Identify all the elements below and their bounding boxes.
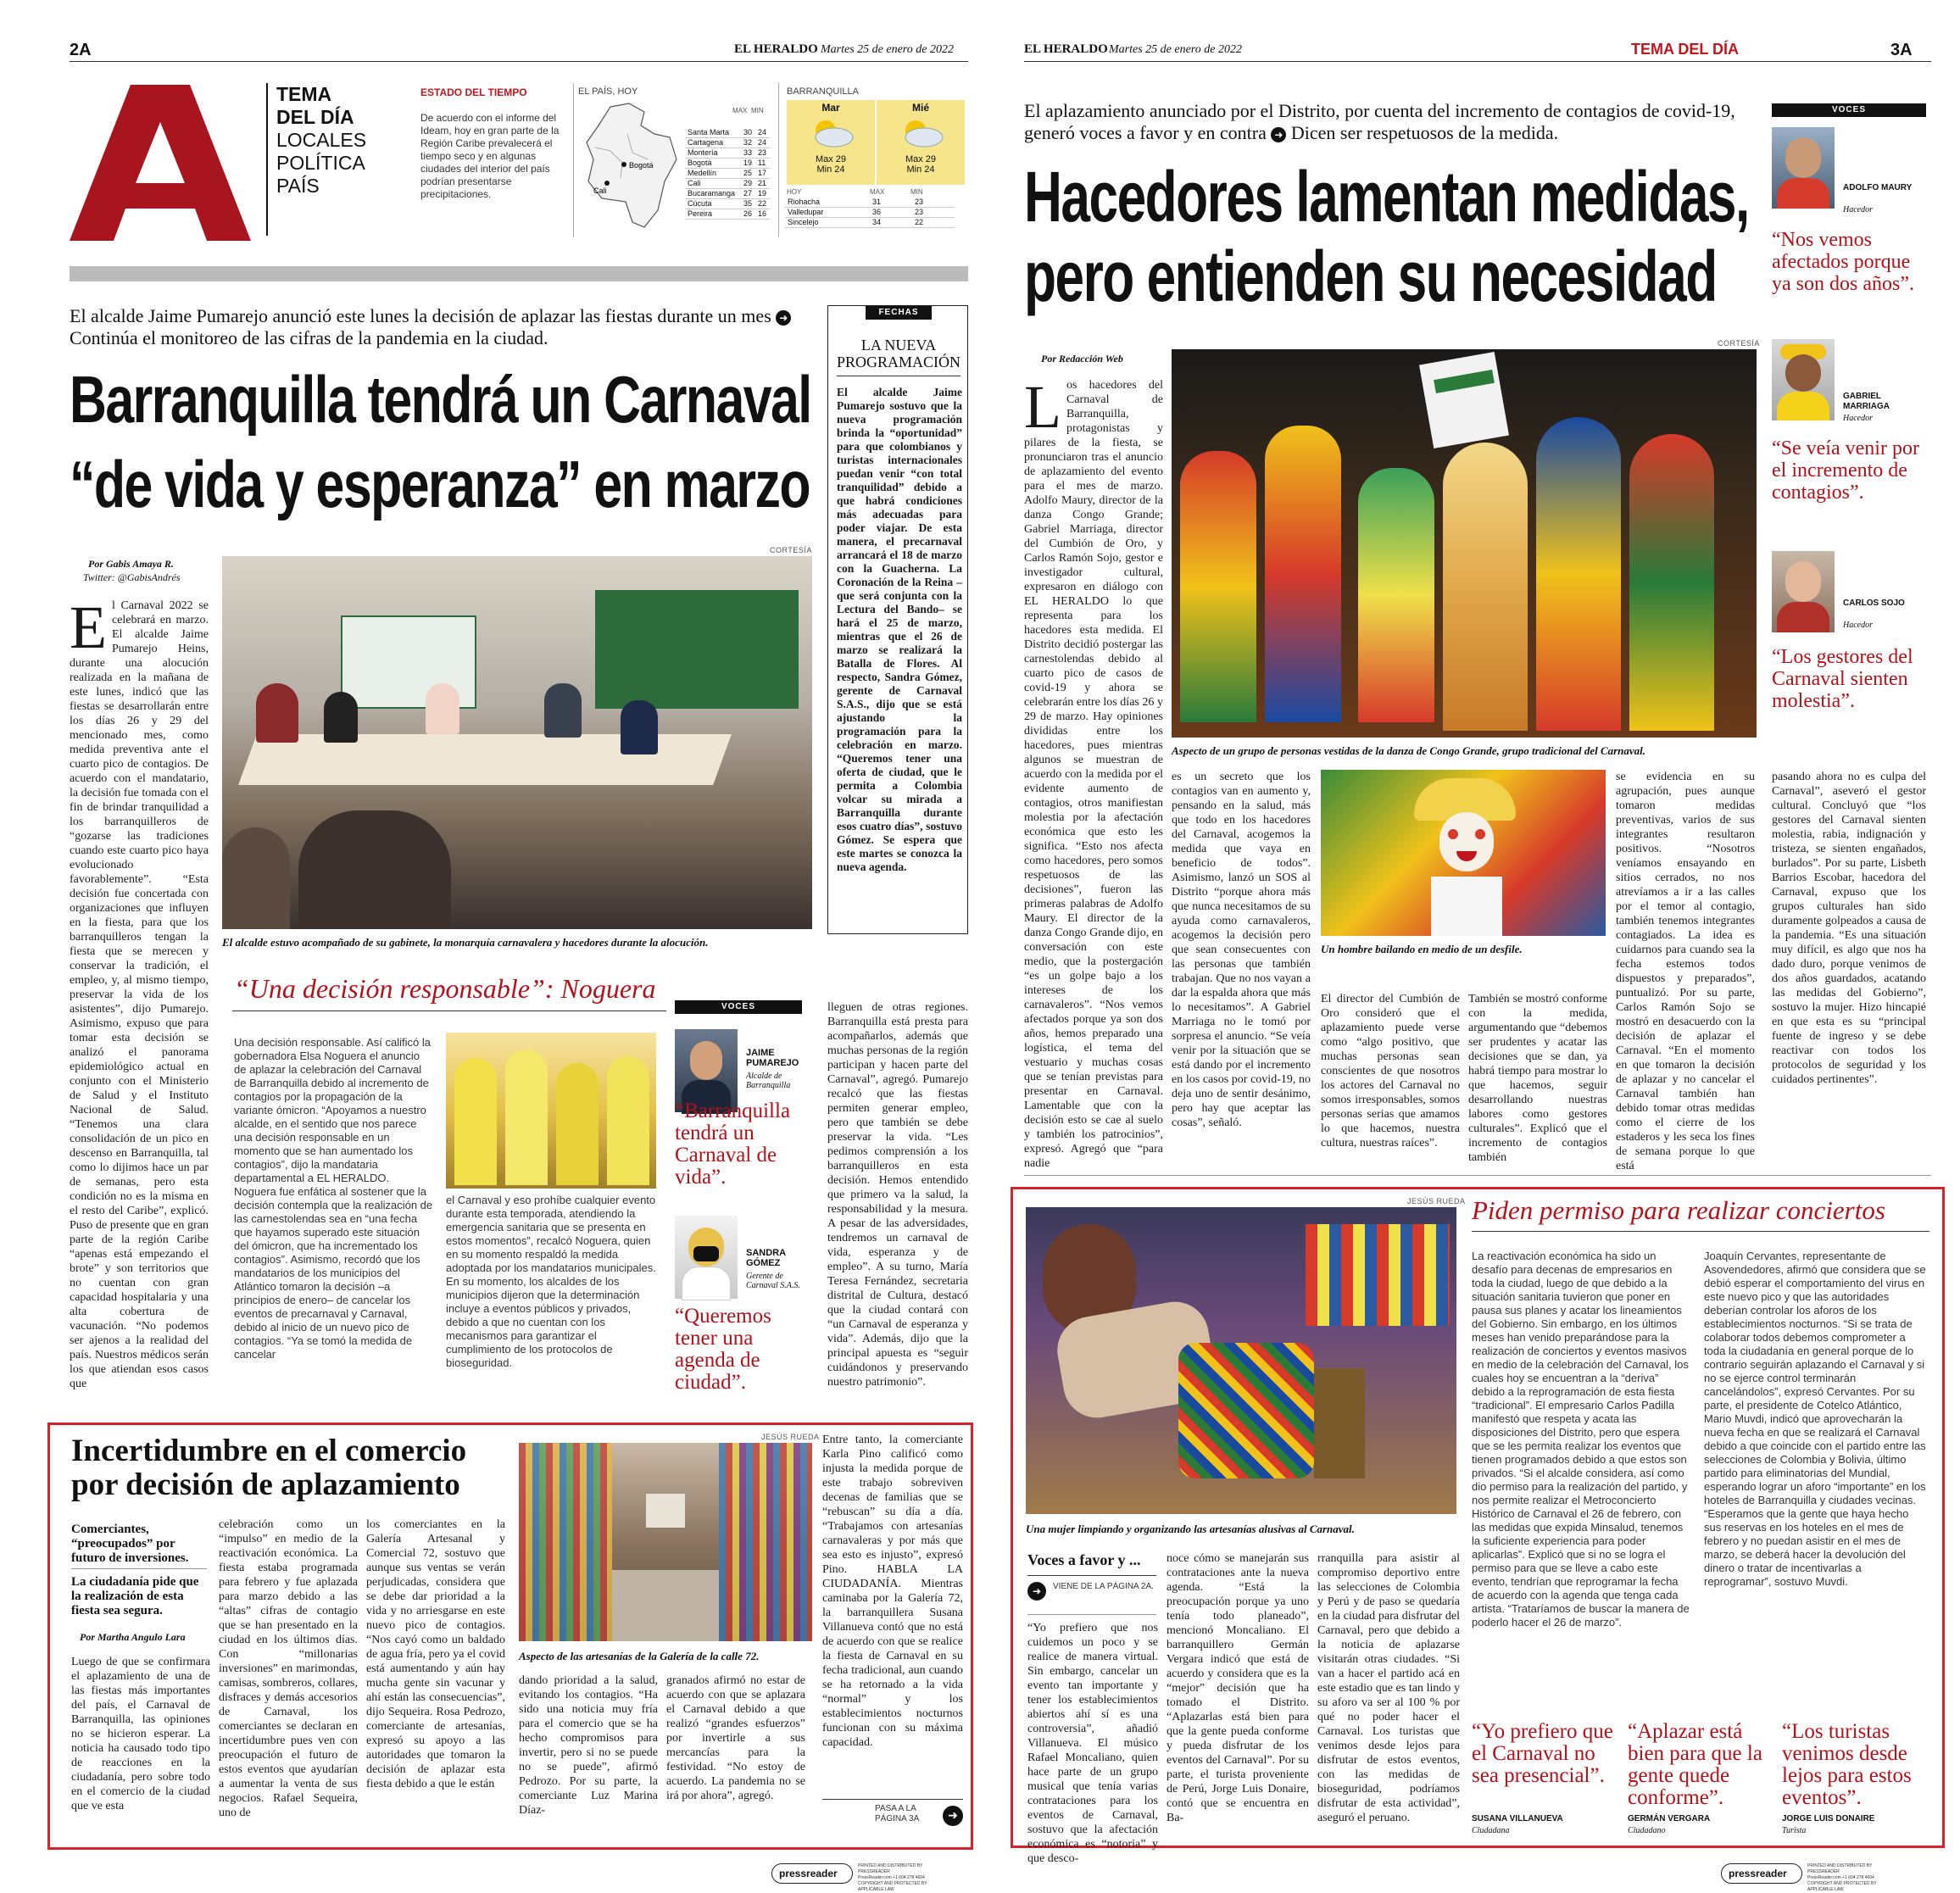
gomez-photo [675, 1216, 738, 1299]
favor-name-2: GERMÁN VERGARA [1628, 1814, 1711, 1823]
weather-col-min: MIN [751, 107, 764, 114]
city-temp-max: 32 [741, 137, 755, 148]
city-temp-name: Bogotá [685, 158, 741, 168]
hoy-temp-min: 23 [912, 197, 955, 207]
hoy-col-max: MAX [870, 188, 885, 196]
dancer-photo [1321, 770, 1606, 936]
main-body-column: El Carnaval 2022 se celebrará en marzo. El alcalde Jaime Pumarejo Heins, durante una alocución realizada en la mañana de este lunes, indicó que las fiestas se desarrollarán entre los días 26 y 29 del mencionado mes, como medida preventiva ante el cuarto pico de contagios. De acuerdo con el mandatario, la decisión fue tomada con el fin de brindar tranquilidad a los barranquilleros de “gozarse las tradiciones cuando este cuarto pico haya evolucionado favorablemente”. “Esta decisión fue concertada con organizaciones que influyen en la fiesta, para que los barranquilleros tengan la fiesta que se merecen y conservar la tradición, el empleo, y, al mismo tiempo, preservar la vida de los asistentes”, dijo Pumarejo. Asimismo, expuso que para tomar esta decisión se analizó el panorama epidemiológico actual en conjunto con el Ministerio de Salud y el Instituto Nacional de Salud. “Tenemos una clara consolidación de un pico en descenso en Barranquilla, tal como lo dijimos hace un par de semanas, pero esta condición no es la misma en el resto del Caribe”, explicó. Puso de presente que en gran parte de la región Caribe “apenas está empezando el brote” y son territorios que no cuentan con gran capacidad hospitalaria y una alta cobertura de vacunación. “No podemos ser ajenos a la realidad del país. Nuestros médicos serán los que atiendan esos casos que [70, 593, 209, 1390]
comercio-col3: los comerciantes en la Galería Artesanal y Comercial 72, sostuvo que aunque sus ventas se verán perjudicadas, considera que se debe dar prioridad a la vida y no arriesgarse en este nuevo pico de contagios. “Nos cayó como un baldado de agua fría, pero ya el covid está aumentando y aún hay mucha gente sin vacunar y ahí están las consecuencias”, dijo Sequeira. Rosa Pedrozo, comerciante de artesanías, expresó su apoyo a las autoridades que tomaron la decisión de aplazar esta fiesta debido a que le están [366, 1518, 505, 1790]
favor-col3: rranquilla para asistir al compromiso deportivo entre las selecciones de Colombia y Perú y de paso se quedaría en la ciudad para disfrutar del Carnaval, pero que debido a la noticia de aplazarse visitarán otras ciudades. “Si van a hacer el partido acá en este estadio que es tan lindo y su aforo va ser al 100 % por qué no poder hacer el Carnaval. Los turistas que venimos desde lejos para disfrutar de estos eventos, con las medidas de bioseguridad, podríamos disfrutar de esta actividad”, aseguró el peruano. [1317, 1552, 1460, 1824]
hoy-temp-name: Valledupar [785, 207, 870, 217]
hoy-temp-row [785, 197, 955, 207]
city-temp-row [685, 158, 770, 168]
voces-tag: VOCES [1772, 103, 1926, 117]
main-byline: Por Gabis Amaya R. [88, 558, 174, 570]
right-col5: se evidencia en su agrupación, pues aunque tomaron medidas preventivas, varios de sus integrantes resultaron positivos. “Nosotros veníamos ensayando en sitios cerrados, no nos atrevíamos a ir a las calles por el temor al contagio, también tenemos integrantes contagiados. La idea es cuidarnos para cuando sea la fecha estemos todos dispuestos y preparados”, puntualizó. Por su parte, Carlos Ramón Sojo se mostró en desacuerdo con la decisión de aplazar el Carnaval. “En el momento en que tomaron la decisión de aplazar y no cancelar el Carnaval también han debido tomar otras medidas como el cierre de los estaderos y les seca los fines de semana porque lo que está [1616, 771, 1755, 1172]
photo-green-wall [595, 590, 799, 709]
comercio-photo-caption: Aspecto de las artesanías de la Galería de la calle 72. [519, 1650, 760, 1662]
city-temp-row [685, 188, 770, 198]
gomez-name: SANDRA GÓMEZ [746, 1248, 786, 1268]
paper-name: EL HERALDO [1024, 42, 1108, 56]
section-item: TEMA [276, 83, 332, 105]
map-label: EL PAÍS, HOY [578, 86, 638, 97]
section-item: POLÍTICA [276, 152, 365, 174]
favor-quote-3: “Los turistas venimos desde lejos para estos eventos”. [1782, 1720, 1912, 1809]
noguera-title: “Una decisión responsable”: Noguera [234, 973, 656, 1004]
paper-name: EL HERALDO [734, 42, 818, 56]
hoy-temp-name: Riohacha [785, 197, 870, 207]
conciertos-photo-caption: Una mujer limpiando y organizando las artesanías alusivas al Carnaval. [1026, 1523, 1355, 1535]
hoy-temp-row [785, 207, 955, 217]
hoy-temp-max: 34 [870, 217, 912, 227]
weather-title: ESTADO DEL TIEMPO [420, 86, 527, 98]
pressreader-logo: pressreader [1721, 1863, 1802, 1884]
conciertos-col2: Joaquín Cervantes, representante de Asovendedores, afirmó que considera que se debió esperar el comportamiento del virus en este nuevo pico y que las autoridades deberían controlar los aforos de los establecimientos nocturnos. “Si se trata de colaborar todos debemos comprometer a toda la ciudadanía en general porque de lo contrario seguirán aplazando el Carnaval y si no se ejerce control terminarán cancelándolos”, expresó Cervantes. Por su parte, el presidente de Cotelco Atlántico, Mario Muvdi, indicó que aprovecharán la nueva fecha en que se realizará el Carnaval debido a que coincide con el partido entre las selecciones de Colombia y Bolivia, último partido para eliminatorias del Mundial, esperando lograr un aforo “importante” en los hoteles de Barranquilla y ciudades vecinas. “Esperamos que la gente que haya hecho sus reservas en los hoteles en el mes de febrero y no puedan asistir en el mes de marzo, se deberá hacer la devolución del dinero o tratar de incentivarlas a reprogramar”, sostuvo Muvdi. [1704, 1250, 1926, 1588]
city-temp-min: 22 [755, 198, 770, 209]
right-col4: También se mostró conforme con la medida, argumentando que “debemos ser prudentes y acatar las decisiones que se dan, ya habrá tiempo para mostrar lo que hacemos, seguir desarrollando nuestras labores como gestores culturales”. Explicó que el incremento de contagios también [1468, 993, 1607, 1164]
city-temp-min: 23 [755, 148, 770, 158]
right-col2: es un secreto que los contagios van en aumento y, pensando en la salud, más que todo en los hacedores del Carnaval, acogemos la medida que vaya en beneficio de todos”. Asimismo, lanzó un SOS al Distrito “porque ahora más que nunca necesitamos de su ayuda como carnavaleros, acogemos la decisión pero que sean consecuentes con las personas que también trabajan. Que no nos vayan a dar la espalda ahora que más lo necesitamos”. A Gabriel Marriaga no le tomó por sorpresa el anuncio. “Se veía venir por la situación que se está dando por el incremento en los casos por covid-19, no deja uno de sentir desánimo, pero hay que aceptar las cosas”, señaló. [1172, 771, 1311, 1129]
city-temp-max: 19 [741, 158, 755, 168]
barranquilla-label: BARRANQUILLA [787, 86, 859, 97]
dropcap: L [1024, 373, 1061, 441]
city-temp-name: Cali [685, 178, 741, 188]
forecast-day-tue: Mar Max 29 Min 24 [787, 100, 875, 185]
sojo-name: CARLOS SOJO [1843, 599, 1905, 608]
maury-photo [1772, 127, 1835, 209]
forecast-box [787, 100, 965, 185]
colombia-map-icon [576, 100, 687, 236]
city-temp-min: 19 [755, 188, 770, 198]
sojo-quote: “Los gestores del Carnaval sienten molestia”. [1772, 646, 1913, 712]
press-conference-photo [222, 556, 812, 929]
hoy-temp-min: 23 [912, 207, 955, 217]
section-item: PAÍS [276, 175, 320, 197]
photo-credit: CORTESÍA [770, 546, 812, 554]
conciertos-photo-credit: JESÚS RUEDA [1407, 1197, 1466, 1205]
hoy-temp-max: 36 [870, 207, 912, 217]
city-temp-name: Medellín [685, 168, 741, 178]
section-label: TEMA DEL DÍA [1631, 41, 1740, 58]
favor-col2: noce cómo se manejarán sus contrataciones ante la nueva agenda. “Está la preocupación porque ya uno tenía todo planeado”, mencionó Moncaliano. El barranquillero Germán Vergara indicó que está de acuerdo y considera que es la “mejor” decisión que ha tomado el Distrito. “Aplazarlas está bien para que la gente pueda conforme y pueda disfrutar de los eventos del Carnaval”. Por su parte, el turista proveniente de Perú, Jorge Luis Donaire, contó que se encuentra en Ba- [1167, 1552, 1309, 1824]
viene-arrow-icon[interactable]: ➜ [1027, 1582, 1046, 1601]
city-temp-row [685, 198, 770, 209]
hoy-temp-row [785, 217, 955, 227]
marriaga-role: Hacedor [1843, 414, 1873, 423]
issue-date: Martes 25 de enero de 2022 [1109, 43, 1242, 56]
pumarejo-quote: “Barranquilla tendrá un Carnaval de vida”. [675, 1100, 791, 1189]
city-temp-row [685, 168, 770, 178]
marriaga-name: GABRIEL MARRIAGA [1843, 392, 1890, 411]
page-number: 2A [70, 41, 92, 59]
weather-col-max: MAX [732, 107, 748, 114]
right-col6: pasando ahora no es culpa del Carnaval”, aseveró el gestor cultural. Concluyó que “los gestores del Carnaval sienten molestia, rabia, indignación y tristeza, se sienten engañados, burlados”. Por su parte, Lisbeth Barrios Escobar, hacedora del Carnaval, expuso que los grupos culturales han sido duramente golpeados a causa de la pandemia. “Es una situación muy difícil, es algo que nos ha dado duro, porque venimos de dos años guardados, acatando las medidas del Gobierno”, sostuvo la mujer. Hizo hincapié en que esta es su “principal fuente de ingreso y se debe reactivar con todos los protocolos de seguridad y los cuidados pertinentes”. [1772, 771, 1926, 1086]
section-list [276, 83, 366, 198]
congo-grande-photo [1172, 349, 1757, 738]
main-kicker: El alcalde Jaime Pumarejo anunció este lunes la decisión de aplazar las fiestas durante un mes ➜ Continúa el monitoreo de las cifras de la pandemia en la ciudad. [70, 305, 816, 349]
comercio-col2: celebración como un “impulso” en medio de la reactivación económica. La fiesta estaba programada para febrero y fue aplazada para marzo debido a las “altas” cifras de contagio que se han presentado en la ciudad en los últimos días. Con “millonarias inversiones” en marimondas, camisas, sombreros, collares, disfraces y demás accesorios de Carnaval, los comerciantes se declaran en incertidumbre pues ven con preocupación el futuro de estos eventos que ayudarían a aumentar la venta de sus negocios. Rafael Sequeira, uno de [219, 1518, 358, 1819]
forecast-day-wed: Mié Max 29 Min 24 [877, 100, 965, 185]
maury-name: ADOLFO MAURY [1843, 183, 1913, 192]
comercio-byline: Por Martha Angulo Lara [80, 1631, 186, 1643]
arrow-right-icon: ➜ [1271, 127, 1286, 142]
city-temp-row [685, 209, 770, 219]
comercio-sub2: La ciudadanía pide que la realización de esta fiesta sea segura. [71, 1575, 199, 1617]
hoy-temps-table [785, 197, 955, 228]
conciertos-title: Piden permiso para realizar conciertos [1472, 1195, 1885, 1225]
pasa-label: PASA A LA PÁGINA 3A [875, 1804, 920, 1823]
pumarejo-name: JAIME PUMAREJO [746, 1048, 799, 1068]
hoy-label: HOY [787, 188, 802, 196]
favor-col1: “Yo prefiero que nos cuidemos un poco y se realice de manera virtual. Sin embargo, cancelar un evento tan importante y tener los establecimientos abiertos ahí sí es una controversia”, añadió Villanueva. El músico Rafael Moncaliano, quien hace parte de un grupo musical que tenía varias contrataciones para los eventos de Carnaval, sostuvo que la afectación económica es “notoria” y que desco- [1027, 1622, 1158, 1865]
gomez-role: Gerente de Carnaval S.A.S. [746, 1272, 800, 1290]
section-item: DEL DÍA [276, 106, 354, 128]
main-headline-line1: Barranquilla tendrá un Carnaval [70, 362, 811, 437]
weather-text: De acuerdo con el informe del Ideam, hoy en gran parte de la Región Caribe prevalecerá el tiempo seco y en algunas ciudades del interior del país podrían presentarse precipitaciones. [420, 112, 560, 200]
right-col3: El director del Cumbión de Oro consideró que el aplazamiento puede verse como “algo positivo, que muchas personas sean conscientes de que nosotros los actores del Carnaval no somos irresponsables, somos personas serias que amamos lo que hacemos, nuestra cultura, nuestras raíces”. [1321, 993, 1460, 1150]
arrow-right-icon: ➜ [776, 310, 791, 326]
partly-cloudy-icon [877, 114, 965, 151]
city-temp-min: 17 [755, 168, 770, 178]
city-temp-min: 24 [755, 137, 770, 148]
main-twitter: Twitter: @GabisAndrés [83, 571, 181, 583]
city-temp-row [685, 148, 770, 158]
dancers-photo [446, 1033, 656, 1189]
city-temp-row [685, 178, 770, 188]
partly-cloudy-icon [787, 114, 875, 151]
maury-quote: “Nos vemos afectados porque ya son dos años”. [1772, 229, 1914, 295]
fechas-title: LA NUEVA PROGRAMACIÓN [837, 337, 961, 370]
galeria-photo [519, 1443, 812, 1641]
hoy-temp-name: Sincelejo [785, 217, 870, 227]
fechas-body: El alcalde Jaime Pumarejo sostuvo que la nueva programación brinda la “oportunidad” para que colombianos y turistas internacionales puedan venir “con total tranquilidad” debido a que habrá condiciones más adecuadas para poder viajar. De esta manera, el precarnaval arrancará el 18 de marzo con la Guacherna. La Coronación de la Reina –que será conjunta con la Lectura del Bando– se hará el 25 de marzo, mientras que el 26 de marzo se realizará la Batalla de Flores. Al respecto, Sandra Gómez, gerente de Carnaval S.A.S., dijo que se está ajustando la programación para la celebración en marzo. “Queremos tener una oferta de ciudad, que le permita a Colombia volcar su mirada a Barranquilla durante esos cuatro días”, sostuvo Gómez. Se espera que este martes se conozca la nueva agenda. [837, 386, 962, 873]
pasa-arrow-icon[interactable]: ➜ [943, 1806, 963, 1826]
page-number: 3A [1890, 41, 1913, 59]
city-temp-name: Cúcuta [685, 198, 741, 209]
pressreader-footer[interactable] [771, 1862, 938, 1892]
small-photo-caption: Un hombre bailando en medio de un desfile. [1321, 943, 1523, 955]
voces-tag: VOCES [675, 1000, 802, 1014]
right-col1: Los hacedores del Carnaval de Barranquilla, protagonistas y pilares de la fiesta, se pronunciaron tras el anuncio de aplazamiento del evento para el mes de marzo. Adolfo Maury, director de la danza Congo Grande; Gabriel Marriaga, director del Cumbión de Oro, y Carlos Ramón Sojo, gestor e investigador cultural, expresaron en diálogo con EL HERALDO lo que representa para los hacedores esta medida. El Distrito decidió postergar las carnestolendas debido al cuarto pico de casos de covid-19 y ahora se celebrarán entre los días 26 y 29 de marzo. Hay opiniones divididas entre los hacedores, pues mientras algunos se muestran de acuerdo con la medida por el evidente aumento de contagios, otros manifiestan molestia por la afectación económica que esto les significa. “Esto nos afecta como hacedores, pero somos respetuosos de las decisiones”, fueron las primeras palabras de Adolfo Maury. El director de la danza Congo Grande dijo, en conversación con este medio, que la postergación “es un golpe bajo a los intereses de los carnavaleros”. “Nos vemos afectados porque ya son dos años, hemos preparado una logística, el tema del vestuario y muchas cosas que se tenían previstas para presentar en Carnaval. Lamentable que con la decisión esto se cae al suelo y también los patrocinios”, expresó. Agregó que “para nadie [1024, 373, 1163, 1170]
pressreader-footer[interactable] [1721, 1862, 1887, 1892]
main-photo-caption: Aspecto de un grupo de personas vestidas de la danza de Congo Grande, grupo tradicional del Carnaval. [1172, 744, 1646, 757]
city-temps-table [685, 127, 770, 220]
comercio-col6: Entre tanto, la comerciante Karla Pino calificó como injusta la medida porque de este trabajo sobreviven decenas de familias que se “rebuscan” su día a día. “Trabajamos con artesanías carnavaleras y por más que sea esto es injusto”, expresó Pino. HABLA LA CIUDADANÍA. Mientras caminaba por la Galería 72, la barranquillera Susana Villanueva contó que no está de acuerdo con que se realice la fiesta de Carnaval en su fecha tradicional, aun cuando se ha retornado a la vida “normal” y los establecimientos nocturnos funcionan con su máxima capacidad. [822, 1434, 963, 1749]
city-temp-name: Bucaramanga [685, 188, 741, 198]
comercio-sub1: Comerciantes, “preocupados” por futuro de inversiones. [71, 1523, 189, 1565]
favor-name-3: JORGE LUIS DONAIRE [1782, 1814, 1875, 1823]
city-temp-min: 16 [755, 209, 770, 219]
city-temp-row [685, 137, 770, 148]
main-photo-caption: El alcalde estuvo acompañado de su gabinete, la monarquía carnavalera y hacedores durante la alocución. [222, 936, 709, 949]
fechas-box [827, 305, 968, 934]
city-temp-max: 27 [741, 188, 755, 198]
right-headline-line1: Hacedores lamentan medidas, [1024, 157, 1749, 237]
city-temp-max: 33 [741, 148, 755, 158]
pumarejo-role: Alcalde de Barranquilla [746, 1072, 791, 1090]
favor-role-1: Ciudadana [1472, 1826, 1510, 1835]
maury-role: Hacedor [1843, 205, 1873, 214]
marriaga-quote: “Se veía venir por el incremento de contagios”. [1772, 437, 1919, 504]
comercio-col1: Luego de que se confirmara el aplazamiento de una de las fiestas más importantes del país, el Carnaval de Barranquilla, las opiniones no se hicieron esperar. La noticia ha causado todo tipo de reacciones en la ciudadanía, pero sobre todo en el comercio de la ciudad que ve esta [71, 1656, 210, 1812]
marriaga-photo [1772, 339, 1835, 420]
artisan-photo [1026, 1207, 1456, 1514]
city-temp-name: Santa Marta [685, 127, 741, 137]
city-temp-max: 26 [741, 209, 755, 219]
favor-name-1: SUSANA VILLANUEVA [1472, 1814, 1563, 1823]
gomez-quote: “Queremos tener una agenda de ciudad”. [675, 1305, 771, 1394]
pressreader-info: PRINTED AND DISTRIBUTED BY PRESSREADER PressReader.com +1 604 278 4604 COPYRIGHT AND PROTECTED BY APPLICABLE LAW [858, 1863, 927, 1892]
city-temp-max: 30 [741, 127, 755, 137]
main-headline-line2: “de vida y esperanza” en marzo [70, 447, 810, 521]
dropcap: E [70, 593, 107, 661]
map-city-cali: Cali [593, 187, 607, 195]
noguera-col2: el Carnaval y eso prohíbe cualquier evento durante esta temporada, atendiendo la emergencia sanitaria que se presenta en estos momentos”, recalcó Noguera, quien en su momento respaldó la medida adoptada por los mandatarios municipales. En su momento, los alcaldes de los municipios dijeron que la determinación incluye a eventos públicos y privados, debido a que no cuentan con los mecanismos para garantizar el cumplimiento de los protocolos de bioseguridad. [446, 1194, 656, 1369]
page-3a [1000, 0, 1960, 1892]
favor-title: Voces a favor y ... [1027, 1551, 1141, 1568]
comercio-photo-credit: JESÚS RUEDA [761, 1433, 820, 1441]
pressreader-logo: pressreader [771, 1863, 853, 1884]
favor-role-2: Ciudadano [1628, 1826, 1666, 1835]
comercio-col4: dando prioridad a la salud, evitando los contagios. “Ha sido una noticia muy fría para el comercio que se ha hecho compromisos para invertir, pero si no se puede no se puede”, afirmó Pedrozo. Por su parte, la comerciante Luz Marina Díaz- [519, 1674, 658, 1817]
pressreader-info: PRINTED AND DISTRIBUTED BY PRESSREADER PressReader.com +1 604 278 4604 COPYRIGHT AND PROTECTED BY APPLICABLE LAW [1807, 1863, 1877, 1892]
city-temp-max: 35 [741, 198, 755, 209]
noguera-col1: Una decisión responsable. Así calificó la gobernadora Elsa Noguera el anuncio de aplazar la celebración del Carnaval de Barranquilla debido al incremento de contagios por la propagación de la variante ómicron. “Apoyamos a nuestro alcalde, en el sentido que nos parece una decisión responsable en un momento que se han aumentado los contagios”, dijo la mandataria departamental a EL HERALDO. Noguera fue enfática al sostener que la decisión contempla que la realización de las carnestolendas sea en “una fecha que hayamos superado este situación del ómicron, que ha incrementado los contagios”. Asimismo, recordó que los mandatarios de los municipios del Atlántico tomaron la decisión –a principios de enero– de cancelar los eventos de precarnaval y Carnaval, debido al inicio de un nuevo pico de contagios. “Ya se tomó la medida de cancelar [234, 1036, 433, 1361]
sojo-photo [1772, 551, 1835, 632]
conciertos-col1: La reactivación económica ha sido un desafío para decenas de empresarios en toda la ciudad, luego de que debido a la situación sanitaria tuvieron que poner en pausa sus planes y acatar los lineamientos del Gobierno. Sin embargo, en los últimos meses han venido preparándose para la realización de conciertos y eventos masivos en medio de la celebración del Carnaval, los cuales hoy se encuentran a la “deriva” debido a la reprogramación de esta fiesta “tradicional”. El empresario Carlos Padilla manifestó que respeta y acata las disposiciones del Distrito, pero que espera que se les permita realizar los eventos que tienen programados debido a que estos son privados. “Si el alcalde considera, así como dio permiso para la realización del partido, y nos permite realizar el Metroconcierto Histórico de Carnaval el 26 de febrero, con las medidas que expida Minsalud, tenemos la suficiente experiencia para poder aplicarlas”. Explicó que si no se logra el permiso para que se lleve a cabo este evento, tendrían que reprogramar la fecha de acuerdo con la agenda que tenga cada artista. “Trataríamos de buscar la manera de poderlo hacer el 26 de marzo”. [1472, 1250, 1690, 1629]
city-temp-min: 11 [755, 158, 770, 168]
main-body-continuation: lleguen de otras regiones. Barranquilla está presta para acompañarlos, además que muchas personas de la región participan y hacen parte del Carnaval”, agregó. Pumarejo recalcó que las fiestas permiten generar empleo, pero que también se debe preservar la vida. “Les pedimos comprensión a los barranquilleros en esta decisión. Hemos entendido que primero va la salud, la responsabilidad y la mesura. A pesar de las adversidades, tendremos un carnaval de vida, esperanza y de empleo”. A su turno, María Teresa Fernández, secretaria distrital de Cultura, destacó que la ciudad contará con “un Carnaval de esperanza y vida”. Además, dijo que la principal apuesta es “seguir cuidándonos y preservando nuestro patrimonio”. [827, 1001, 968, 1389]
comercio-headline: Incertidumbre en el comercio por decisión de aplazamiento [71, 1434, 467, 1502]
hoy-col-min: MIN [910, 188, 923, 196]
sojo-role: Hacedor [1843, 621, 1873, 630]
city-temp-min: 24 [755, 127, 770, 137]
city-temp-min: 21 [755, 178, 770, 188]
right-kicker: El aplazamiento anunciado por el Distrito, por cuenta del incremento de contagios de covid-19, generó voces a favor y en contra ➜ Dicen ser respetuosos de la medida. [1024, 100, 1735, 143]
hoy-temp-max: 31 [870, 197, 912, 207]
comercio-col5: granados afirmó no estar de acuerdo con que se aplazara el Carnaval debido a que realizó “grandes esfuerzos” por invertirle a sus mercancías para la festividad. “No estoy de acuerdo. La pandemia no se irá por ahora”, agregó. [666, 1674, 805, 1802]
city-temp-name: Pereira [685, 209, 741, 219]
city-temp-row [685, 127, 770, 137]
section-band [70, 266, 968, 281]
section-item: LOCALES [276, 129, 367, 151]
city-temp-name: Montería [685, 148, 741, 158]
right-headline-line2: pero entienden su necesidad [1024, 237, 1717, 316]
right-photo-credit: CORTESÍA [1718, 339, 1760, 348]
page-2a [0, 0, 975, 1892]
hoy-temp-min: 22 [912, 217, 955, 227]
map-city-bogota: Bogotá [629, 161, 654, 170]
right-byline: Por Redacción Web [1041, 353, 1123, 365]
favor-quote-2: “Aplazar está bien para que la gente quede conforme”. [1628, 1720, 1762, 1809]
section-a-logo-icon [70, 85, 251, 241]
favor-role-3: Turista [1782, 1826, 1807, 1835]
favor-quote-1: “Yo prefiero que el Carnaval no sea presencial”. [1472, 1720, 1613, 1787]
issue-date: Martes 25 de enero de 2022 [821, 43, 954, 56]
fechas-tag: FECHAS [866, 306, 932, 320]
city-temp-name: Cartagena [685, 137, 741, 148]
viene-label: VIENE DE LA PÁGINA 2A. [1053, 1582, 1154, 1591]
city-temp-max: 29 [741, 178, 755, 188]
city-temp-max: 25 [741, 168, 755, 178]
